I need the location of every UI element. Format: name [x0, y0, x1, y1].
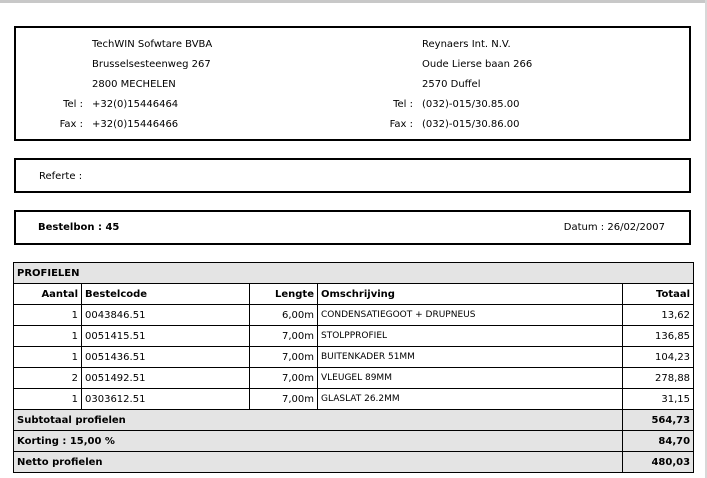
cell-qty: 1 [14, 305, 82, 326]
cell-description: GLASLAT 26.2MM [318, 389, 623, 410]
cell-code: 0043846.51 [82, 305, 250, 326]
discount-row [14, 431, 694, 452]
cell-qty: 2 [14, 368, 82, 389]
reference-label: Referte : [39, 171, 83, 182]
sender-tel: +32(0)15446464 [92, 99, 179, 110]
sender-fax: +32(0)15446466 [92, 119, 179, 130]
section-header-row [14, 263, 694, 284]
discount-label: Korting : 15,00 % [14, 431, 623, 452]
cell-code: 0051436.51 [82, 347, 250, 368]
recipient-fax-label: Fax : [389, 119, 413, 130]
recipient-tel: (032)-015/30.85.00 [422, 99, 520, 110]
order-header-box [14, 210, 691, 245]
cell-total: 278,88 [623, 368, 694, 389]
recipient-city: 2570 Duffel [422, 79, 481, 90]
column-header-row [14, 284, 694, 305]
col-header-qty: Aantal [14, 284, 82, 305]
table-row [14, 326, 694, 347]
subtotal-value: 564,73 [623, 410, 694, 431]
sender-name: TechWIN Sofwtare BVBA [92, 39, 213, 50]
table-row [14, 347, 694, 368]
recipient-fax: (032)-015/30.86.00 [422, 119, 520, 130]
col-header-code: Bestelcode [82, 284, 250, 305]
cell-description: BUITENKADER 51MM [318, 347, 623, 368]
cell-length: 7,00m [250, 389, 318, 410]
window-top-border [0, 0, 707, 3]
cell-total: 104,23 [623, 347, 694, 368]
subtotal-label: Subtotaal profielen [14, 410, 623, 431]
cell-length: 7,00m [250, 368, 318, 389]
order-number: Bestelbon : 45 [38, 222, 120, 233]
table-row [14, 389, 694, 410]
reference-box [14, 158, 691, 193]
discount-value: 84,70 [623, 431, 694, 452]
cell-code: 0051415.51 [82, 326, 250, 347]
recipient-tel-label: Tel : [393, 99, 413, 110]
cell-total: 136,85 [623, 326, 694, 347]
table-row [14, 305, 694, 326]
cell-qty: 1 [14, 389, 82, 410]
cell-description: VLEUGEL 89MM [318, 368, 623, 389]
net-label: Netto profielen [14, 452, 623, 473]
sender-street: Brusselsesteenweg 267 [92, 59, 211, 70]
net-total-row [14, 452, 694, 473]
table-row [14, 368, 694, 389]
col-header-description: Omschrijving [318, 284, 623, 305]
cell-total: 13,62 [623, 305, 694, 326]
cell-code: 0303612.51 [82, 389, 250, 410]
section-title: PROFIELEN [14, 263, 694, 284]
cell-code: 0051492.51 [82, 368, 250, 389]
cell-total: 31,15 [623, 389, 694, 410]
sender-tel-label: Tel : [63, 99, 83, 110]
cell-length: 7,00m [250, 326, 318, 347]
cell-qty: 1 [14, 347, 82, 368]
cell-description: STOLPPROFIEL [318, 326, 623, 347]
sender-fax-label: Fax : [59, 119, 83, 130]
cell-qty: 1 [14, 326, 82, 347]
net-value: 480,03 [623, 452, 694, 473]
cell-length: 6,00m [250, 305, 318, 326]
subtotal-row [14, 410, 694, 431]
sender-city: 2800 MECHELEN [92, 79, 176, 90]
order-lines-table [13, 262, 694, 473]
col-header-length: Lengte [250, 284, 318, 305]
recipient-name: Reynaers Int. N.V. [422, 39, 511, 50]
address-box [14, 26, 691, 141]
col-header-total: Totaal [623, 284, 694, 305]
order-date: Datum : 26/02/2007 [563, 222, 665, 233]
cell-description: CONDENSATIEGOOT + DRUPNEUS [318, 305, 623, 326]
cell-length: 7,00m [250, 347, 318, 368]
recipient-street: Oude Lierse baan 266 [422, 59, 533, 70]
